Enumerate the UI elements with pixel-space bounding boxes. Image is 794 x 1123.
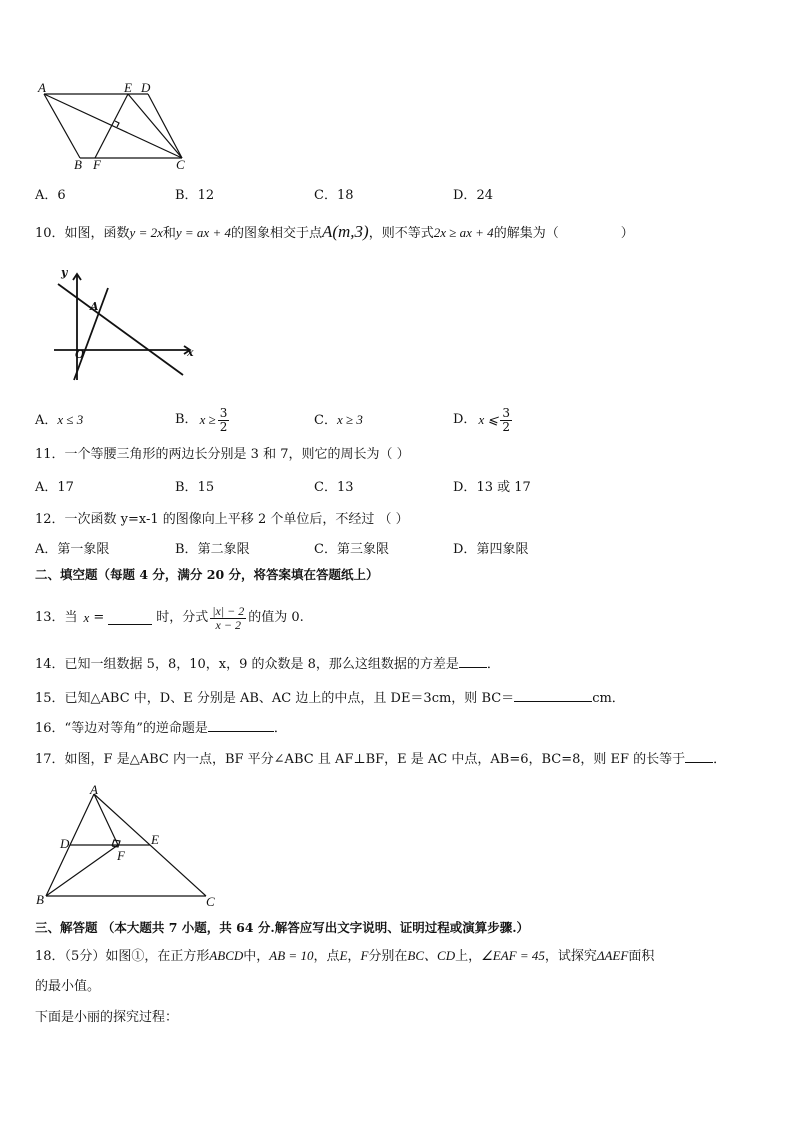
q18-stem-line3: 下面是小丽的探究过程： xyxy=(35,1010,179,1025)
q9-label-f: F xyxy=(93,157,101,172)
q11-option-d: D．13 或 17 xyxy=(453,480,531,495)
q9-option-a: A．6 xyxy=(35,188,66,203)
q11-option-a: A．17 xyxy=(35,480,74,495)
q13-stem: 13．当 x = 时，分式 $\frac{|x| - 2}{x - 2}$ 的值为 0. xyxy=(35,603,304,632)
q10-function-graph xyxy=(50,268,200,388)
q12-option-c: C．第三象限 xyxy=(314,542,389,557)
q12-stem: 12．一次函数 y=x-1 的图像向上平移 2 个单位后，不经过 （ ） xyxy=(35,512,409,527)
q16-stem: 16．“等边对等角”的逆命题是 ． xyxy=(35,721,287,736)
q9-option-d: D．24 xyxy=(453,188,493,203)
q9-label-c: C xyxy=(176,157,185,172)
q10-option-d: D． x ⩽ $\frac{3}{2}$ xyxy=(453,405,510,434)
q16-answer-blank xyxy=(208,719,274,732)
q17-label-d: D xyxy=(60,836,70,851)
q14-stem: 14．已知一组数据 5，8，10，x，9 的众数是 8，那么这组数据的方差是 ． xyxy=(35,657,500,672)
q17-label-a: A xyxy=(90,782,98,797)
q10-option-a: A．x ≤ 3 xyxy=(35,412,84,428)
q17-answer-blank xyxy=(685,750,713,763)
q17-label-e: E xyxy=(151,832,159,847)
q18-stem-line1: 18．（5分）如图①，在正方形ABCD中，AB = 10，点E，F分别在BC、CD上，∠EAF = 45，试探究ΔAEF面积 xyxy=(35,948,655,964)
q15-answer-blank xyxy=(514,689,592,702)
q17-label-c: C xyxy=(206,894,215,909)
q10-graph-label-y: y xyxy=(61,266,68,279)
q10-graph-label-a: A xyxy=(90,300,99,313)
section-heading-fill-in: 二、填空题（每题 4 分，满分 20 分，将答案填在答题纸上） xyxy=(35,567,379,582)
q15-stem: 15．已知△ABC 中，D、E 分别是 AB、AC 边上的中点，且 DE＝3cm，则 BC＝ cm． xyxy=(35,691,625,706)
q9-label-b: B xyxy=(74,157,82,172)
q10-stem: 10．如图，函数y = 2x和y = ax + 4的图象相交于点A(m,3)，则不等式2x ≥ ax + 4的解集为（ ） xyxy=(35,222,634,241)
q12-option-d: D．第四象限 xyxy=(453,542,529,557)
q18-stem-line2: 的最小值。 xyxy=(35,979,101,994)
q17-label-f: F xyxy=(117,848,125,863)
q11-stem: 11．一个等腰三角形的两边长分别是 3 和 7，则它的周长为（ ） xyxy=(35,447,410,462)
q9-label-d: D xyxy=(141,80,151,95)
q12-option-a: A．第一象限 xyxy=(35,542,110,557)
q10-option-c: C．x ≥ 3 xyxy=(314,412,363,428)
q11-option-c: C．13 xyxy=(314,480,354,495)
q9-option-b: B．12 xyxy=(175,188,215,203)
q17-label-b: B xyxy=(36,892,44,907)
q10-graph-label-o: O xyxy=(75,348,85,361)
q12-option-b: B．第二象限 xyxy=(175,542,250,557)
q10-graph-label-x: x xyxy=(187,346,194,359)
q17-stem: 17．如图，F 是△ABC 内一点，BF 平分∠ABC 且 AF⊥BF，E 是 AC 中点，AB=6，BC=8，则 EF 的长等于 ． xyxy=(35,752,727,767)
q13-answer-blank xyxy=(108,612,152,625)
q9-option-c: C．18 xyxy=(314,188,354,203)
section-heading-solutions: 三、解答题 （本大题共 7 小题，共 64 分.解答应写出文字说明、证明过程或演算步骤.） xyxy=(35,920,530,935)
q11-option-b: B．15 xyxy=(175,480,215,495)
q9-parallelogram-figure xyxy=(36,80,196,172)
q9-label-e: E xyxy=(124,80,132,95)
q10-option-b: B． x ≥ $\frac{3}{2}$ xyxy=(175,405,228,434)
q14-answer-blank xyxy=(459,655,487,668)
q9-label-a: A xyxy=(38,80,46,95)
